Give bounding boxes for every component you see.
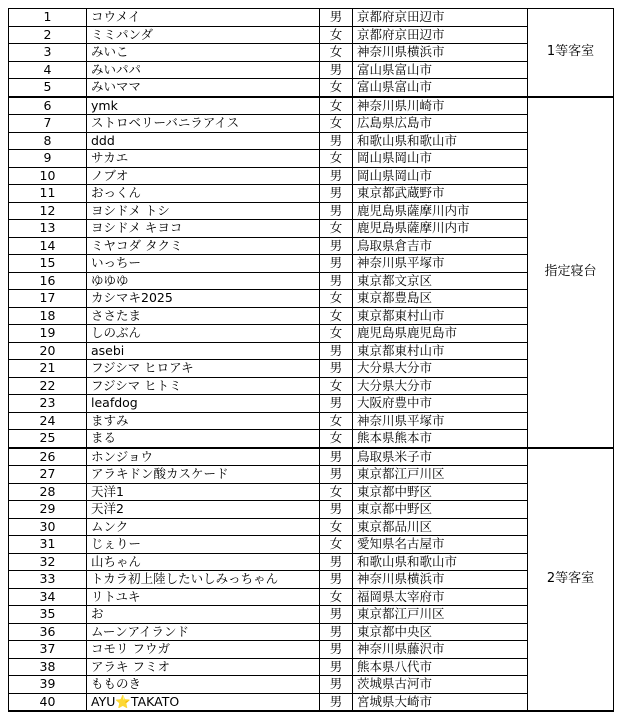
- row-number: 30: [9, 518, 87, 536]
- passenger-roster-table: [8, 8, 614, 712]
- passenger-gender: 男: [320, 132, 353, 150]
- row-number: 31: [9, 536, 87, 554]
- passenger-name: もものき: [87, 676, 320, 694]
- table-row: [9, 342, 614, 360]
- table-row: [9, 536, 614, 554]
- table-row: [9, 185, 614, 203]
- row-number: 40: [9, 693, 87, 711]
- row-number: 7: [9, 115, 87, 133]
- passenger-name: トカラ初上陸したいしみっちゃん: [87, 571, 320, 589]
- row-number: 5: [9, 79, 87, 97]
- table-row: [9, 466, 614, 484]
- passenger-name: ムンク: [87, 518, 320, 536]
- table-row: [9, 132, 614, 150]
- row-number: 29: [9, 501, 87, 519]
- passenger-name: ささたま: [87, 307, 320, 325]
- row-number: 10: [9, 167, 87, 185]
- passenger-address: 熊本県熊本市: [353, 430, 528, 448]
- passenger-name: ヨシドメ トシ: [87, 202, 320, 220]
- passenger-address: 京都府京田辺市: [353, 9, 528, 27]
- passenger-address: 大阪府豊中市: [353, 395, 528, 413]
- passenger-address: 富山県富山市: [353, 79, 528, 97]
- passenger-gender: 女: [320, 588, 353, 606]
- passenger-address: 東京都江戸川区: [353, 466, 528, 484]
- row-number: 14: [9, 237, 87, 255]
- passenger-address: 宮城県大崎市: [353, 693, 528, 711]
- row-number: 37: [9, 641, 87, 659]
- table-row: [9, 255, 614, 273]
- row-number: 1: [9, 9, 87, 27]
- passenger-gender: 男: [320, 623, 353, 641]
- passenger-address: 岡山県岡山市: [353, 150, 528, 168]
- passenger-gender: 女: [320, 79, 353, 97]
- table-row: [9, 44, 614, 62]
- passenger-gender: 女: [320, 307, 353, 325]
- passenger-gender: 女: [320, 412, 353, 430]
- passenger-name: ミミパンダ: [87, 26, 320, 44]
- table-row: [9, 395, 614, 413]
- passenger-gender: 女: [320, 97, 353, 115]
- table-row: [9, 325, 614, 343]
- room-class-cell: 1等客室: [528, 9, 614, 97]
- passenger-address: 岡山県岡山市: [353, 167, 528, 185]
- passenger-address: 東京都中野区: [353, 483, 528, 501]
- table-row: [9, 693, 614, 711]
- row-number: 39: [9, 676, 87, 694]
- table-row: [9, 501, 614, 519]
- table-row: [9, 448, 614, 466]
- row-number: 32: [9, 553, 87, 571]
- passenger-name: アラキ フミオ: [87, 658, 320, 676]
- table-row: [9, 623, 614, 641]
- passenger-address: 熊本県八代市: [353, 658, 528, 676]
- passenger-gender: 男: [320, 185, 353, 203]
- passenger-address: 鹿児島県鹿児島市: [353, 325, 528, 343]
- row-number: 24: [9, 412, 87, 430]
- passenger-address: 東京都中野区: [353, 501, 528, 519]
- passenger-address: 和歌山県和歌山市: [353, 132, 528, 150]
- row-number: 6: [9, 97, 87, 115]
- passenger-name: ノブオ: [87, 167, 320, 185]
- passenger-address: 鹿児島県薩摩川内市: [353, 202, 528, 220]
- passenger-name: コウメイ: [87, 9, 320, 27]
- passenger-gender: 女: [320, 150, 353, 168]
- passenger-address: 大分県大分市: [353, 360, 528, 378]
- table-row: [9, 61, 614, 79]
- passenger-address: 愛知県名古屋市: [353, 536, 528, 554]
- passenger-gender: 男: [320, 466, 353, 484]
- passenger-name: ますみ: [87, 412, 320, 430]
- passenger-address: 神奈川県川崎市: [353, 97, 528, 115]
- passenger-name: ホンジョウ: [87, 448, 320, 466]
- table-row: [9, 220, 614, 238]
- passenger-name: まる: [87, 430, 320, 448]
- table-row: [9, 360, 614, 378]
- passenger-gender: 男: [320, 237, 353, 255]
- passenger-gender: 男: [320, 571, 353, 589]
- row-number: 18: [9, 307, 87, 325]
- passenger-gender: 女: [320, 290, 353, 308]
- row-number: 16: [9, 272, 87, 290]
- passenger-name: ミヤコダ タクミ: [87, 237, 320, 255]
- passenger-gender: 男: [320, 606, 353, 624]
- passenger-gender: 女: [320, 26, 353, 44]
- passenger-name: お: [87, 606, 320, 624]
- table-row: [9, 676, 614, 694]
- passenger-name: 天洋1: [87, 483, 320, 501]
- passenger-name: サカエ: [87, 150, 320, 168]
- passenger-gender: 男: [320, 676, 353, 694]
- passenger-gender: 男: [320, 395, 353, 413]
- passenger-name: フジシマ ヒロアキ: [87, 360, 320, 378]
- passenger-address: 神奈川県平塚市: [353, 412, 528, 430]
- table-row: [9, 97, 614, 115]
- table-row: [9, 483, 614, 501]
- row-number: 35: [9, 606, 87, 624]
- passenger-name: アラキドン酸カスケード: [87, 466, 320, 484]
- passenger-address: 東京都東村山市: [353, 342, 528, 360]
- row-number: 21: [9, 360, 87, 378]
- passenger-name: ムーンアイランド: [87, 623, 320, 641]
- passenger-gender: 男: [320, 448, 353, 466]
- table-row: [9, 307, 614, 325]
- table-row: [9, 115, 614, 133]
- passenger-gender: 男: [320, 202, 353, 220]
- row-number: 22: [9, 377, 87, 395]
- passenger-name: ヨシドメ キヨコ: [87, 220, 320, 238]
- passenger-address: 東京都豊島区: [353, 290, 528, 308]
- passenger-address: 東京都品川区: [353, 518, 528, 536]
- passenger-gender: 男: [320, 501, 353, 519]
- passenger-name: ymk: [87, 97, 320, 115]
- table-row: [9, 412, 614, 430]
- passenger-address: 東京都武蔵野市: [353, 185, 528, 203]
- passenger-name: リトユキ: [87, 588, 320, 606]
- row-number: 11: [9, 185, 87, 203]
- passenger-address: 大分県大分市: [353, 377, 528, 395]
- passenger-gender: 男: [320, 693, 353, 711]
- row-number: 19: [9, 325, 87, 343]
- passenger-gender: 女: [320, 430, 353, 448]
- passenger-gender: 女: [320, 483, 353, 501]
- table-row: [9, 9, 614, 27]
- row-number: 38: [9, 658, 87, 676]
- table-row: [9, 26, 614, 44]
- passenger-gender: 男: [320, 342, 353, 360]
- passenger-address: 鳥取県米子市: [353, 448, 528, 466]
- table-row: [9, 641, 614, 659]
- passenger-gender: 女: [320, 377, 353, 395]
- table-row: [9, 290, 614, 308]
- table-row: [9, 202, 614, 220]
- row-number: 20: [9, 342, 87, 360]
- passenger-gender: 女: [320, 115, 353, 133]
- passenger-address: 広島県広島市: [353, 115, 528, 133]
- row-number: 28: [9, 483, 87, 501]
- passenger-gender: 女: [320, 536, 353, 554]
- table-row: [9, 553, 614, 571]
- passenger-gender: 男: [320, 553, 353, 571]
- passenger-name: いっちー: [87, 255, 320, 273]
- passenger-gender: 男: [320, 61, 353, 79]
- passenger-name: ddd: [87, 132, 320, 150]
- passenger-address: 茨城県古河市: [353, 676, 528, 694]
- passenger-gender: 女: [320, 44, 353, 62]
- table-row: [9, 571, 614, 589]
- room-class-cell: 指定寝台: [528, 97, 614, 448]
- passenger-name: AYU⭐TAKATO: [87, 693, 320, 711]
- row-number: 26: [9, 448, 87, 466]
- passenger-address: 神奈川県横浜市: [353, 571, 528, 589]
- passenger-address: 和歌山県和歌山市: [353, 553, 528, 571]
- table-row: [9, 518, 614, 536]
- row-number: 33: [9, 571, 87, 589]
- passenger-gender: 男: [320, 9, 353, 27]
- passenger-name: ストロベリーバニラアイス: [87, 115, 320, 133]
- row-number: 3: [9, 44, 87, 62]
- passenger-gender: 女: [320, 325, 353, 343]
- passenger-address: 神奈川県横浜市: [353, 44, 528, 62]
- passenger-name: カシマキ2025: [87, 290, 320, 308]
- passenger-address: 東京都江戸川区: [353, 606, 528, 624]
- row-number: 2: [9, 26, 87, 44]
- passenger-name: みいパパ: [87, 61, 320, 79]
- passenger-gender: 男: [320, 272, 353, 290]
- roster-body: [9, 9, 614, 712]
- passenger-name: みいママ: [87, 79, 320, 97]
- row-number: 4: [9, 61, 87, 79]
- row-number: 17: [9, 290, 87, 308]
- passenger-address: 東京都東村山市: [353, 307, 528, 325]
- row-number: 36: [9, 623, 87, 641]
- passenger-gender: 女: [320, 518, 353, 536]
- passenger-gender: 男: [320, 167, 353, 185]
- table-row: [9, 167, 614, 185]
- passenger-name: コモリ フウガ: [87, 641, 320, 659]
- room-class-cell: 2等客室: [528, 448, 614, 712]
- table-row: [9, 606, 614, 624]
- table-row: [9, 588, 614, 606]
- passenger-name: leafdog: [87, 395, 320, 413]
- passenger-name: ゆゆゆ: [87, 272, 320, 290]
- passenger-gender: 女: [320, 220, 353, 238]
- table-row: [9, 150, 614, 168]
- row-number: 34: [9, 588, 87, 606]
- row-number: 23: [9, 395, 87, 413]
- passenger-name: じぇりー: [87, 536, 320, 554]
- passenger-address: 神奈川県藤沢市: [353, 641, 528, 659]
- row-number: 27: [9, 466, 87, 484]
- passenger-gender: 男: [320, 255, 353, 273]
- table-row: [9, 272, 614, 290]
- passenger-name: 天洋2: [87, 501, 320, 519]
- passenger-gender: 男: [320, 641, 353, 659]
- table-row: [9, 658, 614, 676]
- row-number: 9: [9, 150, 87, 168]
- row-number: 13: [9, 220, 87, 238]
- row-number: 15: [9, 255, 87, 273]
- row-number: 25: [9, 430, 87, 448]
- passenger-address: 京都府京田辺市: [353, 26, 528, 44]
- passenger-address: 東京都中央区: [353, 623, 528, 641]
- passenger-address: 富山県富山市: [353, 61, 528, 79]
- row-number: 12: [9, 202, 87, 220]
- passenger-name: しのぶん: [87, 325, 320, 343]
- passenger-gender: 男: [320, 360, 353, 378]
- row-number: 8: [9, 132, 87, 150]
- passenger-name: みいこ: [87, 44, 320, 62]
- table-row: [9, 237, 614, 255]
- passenger-address: 鳥取県倉吉市: [353, 237, 528, 255]
- passenger-name: asebi: [87, 342, 320, 360]
- passenger-address: 神奈川県平塚市: [353, 255, 528, 273]
- passenger-gender: 男: [320, 658, 353, 676]
- passenger-name: おっくん: [87, 185, 320, 203]
- table-row: [9, 79, 614, 97]
- passenger-address: 鹿児島県薩摩川内市: [353, 220, 528, 238]
- passenger-address: 東京都文京区: [353, 272, 528, 290]
- table-row: [9, 377, 614, 395]
- table-row: [9, 430, 614, 448]
- passenger-name: 山ちゃん: [87, 553, 320, 571]
- passenger-name: フジシマ ヒトミ: [87, 377, 320, 395]
- passenger-address: 福岡県太宰府市: [353, 588, 528, 606]
